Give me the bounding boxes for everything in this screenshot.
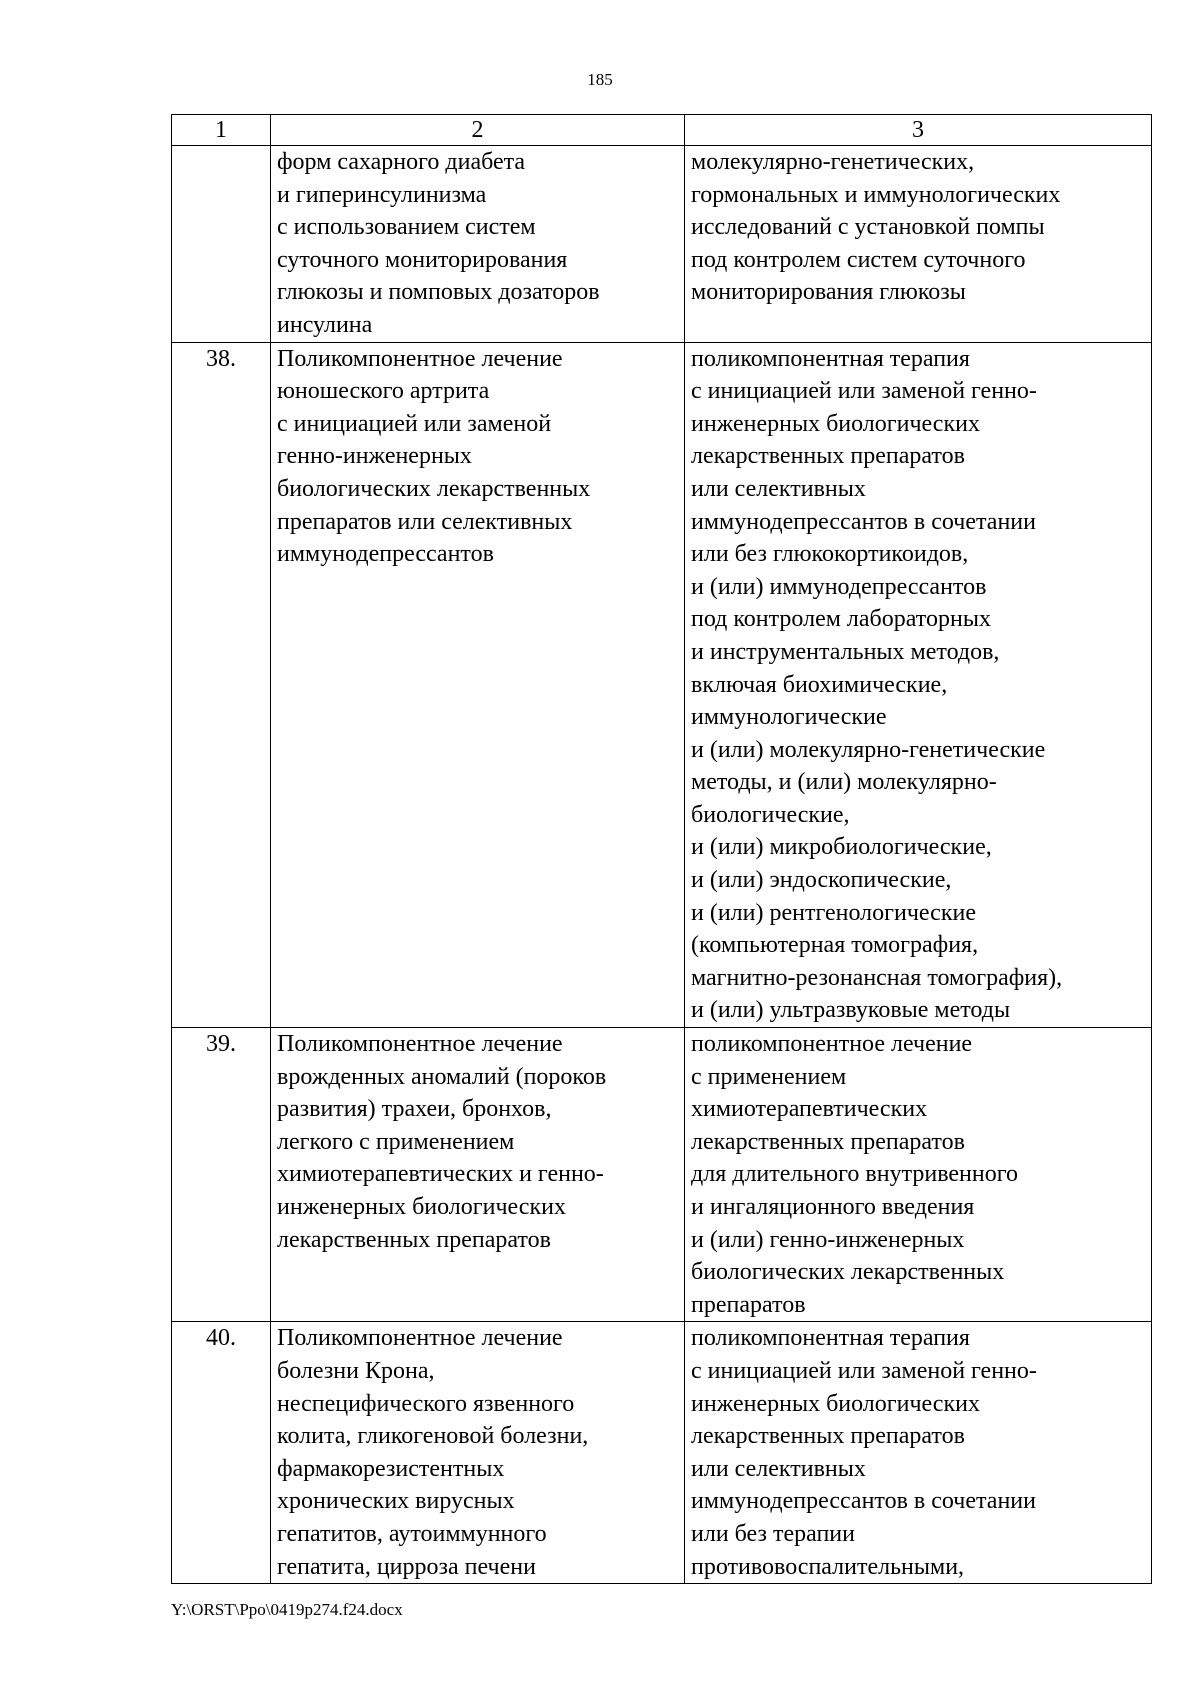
row-treatment-name: форм сахарного диабета и гиперинсулинизма с использованием систем суточного мониторирования глюкозы и помповых дозаторов инсулина xyxy=(271,146,685,343)
row-treatment-name: Поликомпонентное лечение болезни Крона, неспецифического язвенного колита, гликогеновой болезни, фармакорезистентных хронических вирусных гепатитов, аутоиммунного гепатита, цирроза печени xyxy=(271,1322,685,1584)
row-treatment-name: Поликомпонентное лечение врожденных аномалий (пороков развития) трахеи, бронхов, легкого с применением химиотерапевтических и генно- инженерных биологических лекарственных препаратов xyxy=(271,1028,685,1322)
row-number: 39. xyxy=(172,1028,271,1322)
header-cell-1: 1 xyxy=(172,115,271,146)
row-treatment-method: молекулярно-генетических, гормональных и иммунологических исследований с установкой помпы под контролем систем суточного мониторирования глюкозы xyxy=(685,146,1152,343)
table-row xyxy=(172,1322,1152,1584)
row-treatment-name: Поликомпонентное лечение юношеского артрита с инициацией или заменой генно-инженерных биологических лекарственных препаратов или селективных иммунодепрессантов xyxy=(271,342,685,1027)
row-treatment-method: поликомпонентная терапия с инициацией или заменой генно- инженерных биологических лекарственных препаратов или селективных иммунодепрессантов в сочетании или без глюкокортикоидов, и (или) иммунодепрессантов под контролем лабораторных и инструментальных методов, включая биохимические, иммунологические и (или) молекулярно-генетические методы, и (или) молекулярно- биологические, и (или) микробиологические, и (или) эндоскопические, и (или) рентгенологические (компьютерная томография, магнитно-резонансная томография), и (или) ультразвуковые методы xyxy=(685,342,1152,1027)
row-treatment-method: поликомпонентная терапия с инициацией или заменой генно- инженерных биологических лекарственных препаратов или селективных иммунодепрессантов в сочетании или без терапии противовоспалительными, xyxy=(685,1322,1152,1584)
table-row xyxy=(172,1028,1152,1322)
row-number: 40. xyxy=(172,1322,271,1584)
header-cell-2: 2 xyxy=(271,115,685,146)
table-row xyxy=(172,342,1152,1027)
table-row xyxy=(172,146,1152,343)
document-table xyxy=(171,114,1152,1584)
header-cell-3: 3 xyxy=(685,115,1152,146)
page-number: 185 xyxy=(587,70,613,89)
row-number xyxy=(172,146,271,343)
table-header-row xyxy=(172,115,1152,146)
row-number: 38. xyxy=(172,342,271,1027)
row-treatment-method: поликомпонентное лечение с применением химиотерапевтических лекарственных препаратов для длительного внутривенного и ингаляционного введения и (или) генно-инженерных биологических лекарственных препаратов xyxy=(685,1028,1152,1322)
footer-file-path: Y:\ORST\Ppo\0419p274.f24.docx xyxy=(171,1600,403,1619)
